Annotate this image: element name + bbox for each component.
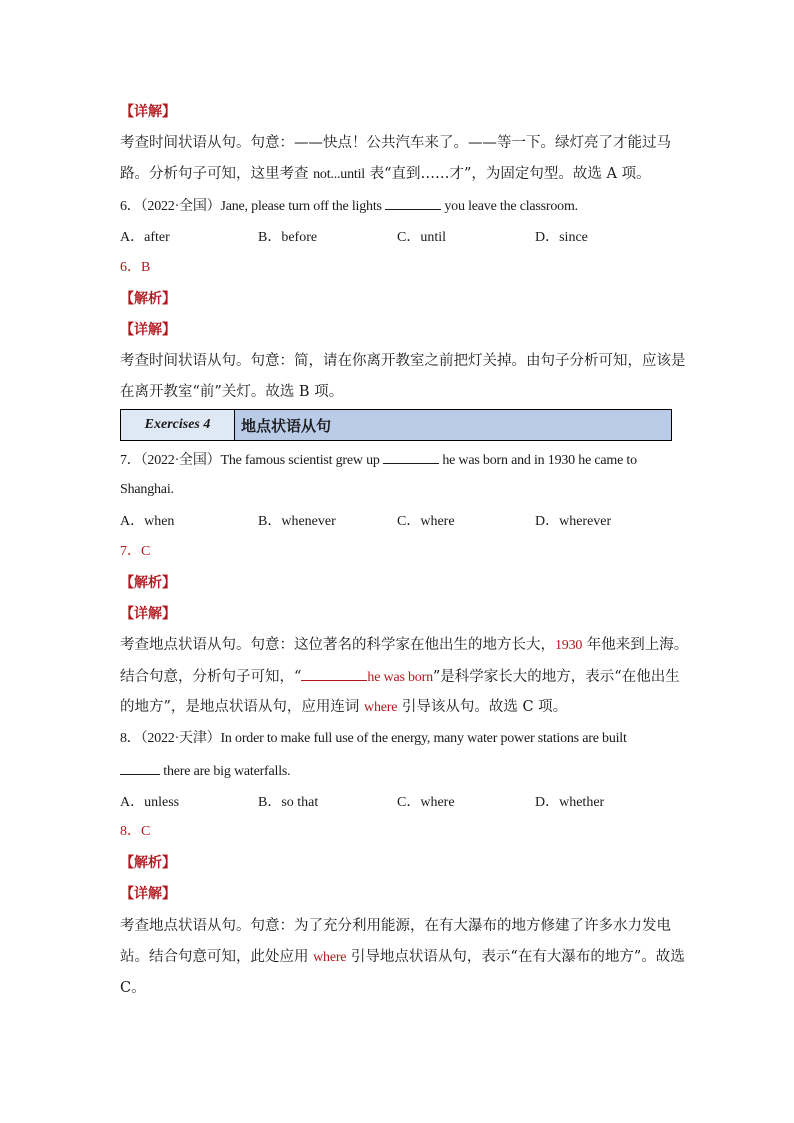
- question-6-stem: 6．（2022·全国）Jane, please turn off the lights you leave the classroom.: [120, 195, 680, 217]
- answer-blank: [383, 449, 439, 464]
- option-d: D．whether: [535, 795, 605, 810]
- detail-text: 在离开教室“前”关灯。故选 B 项。: [120, 384, 344, 400]
- option-d: D．since: [535, 230, 588, 245]
- option-a: A．when: [120, 514, 175, 529]
- analysis-header: 【解析】: [120, 291, 176, 307]
- detail-header: 【详解】: [120, 104, 176, 120]
- answer-blank: [385, 195, 441, 210]
- question-7-options: [120, 510, 680, 530]
- answer-blank: [120, 760, 160, 775]
- answer-blank: [301, 666, 367, 681]
- answer-label: 7．C: [120, 544, 151, 559]
- option-c: C．until: [397, 230, 447, 245]
- question-8-stem: 8．（2022·天津）In order to make full use of the energy, many water power stations are built: [120, 731, 627, 746]
- detail-text: 考查时间状语从句。句意：——快点！公共汽车来了。——等一下。绿灯亮了才能过马: [120, 135, 671, 151]
- detail-text: 考查地点状语从句。句意：这位著名的科学家在他出生的地方长大，1930 年他来到上海。: [120, 637, 689, 653]
- question-8-options: [120, 791, 680, 811]
- detail-text: 路。分析句子可知，这里考查 not...until 表“直到……才”，为固定句型。故选 A 项。: [120, 166, 651, 182]
- detail-text: C。: [120, 980, 146, 996]
- question-8-stem-cont: there are big waterfalls.: [120, 760, 680, 782]
- option-a: A．after: [120, 230, 170, 245]
- detail-text: 考查地点状语从句。句意：为了充分利用能源，在有大瀑布的地方修建了许多水力发电: [120, 918, 671, 934]
- option-c: C．where: [397, 514, 455, 529]
- detail-text: 结合句意，分析句子可知，“ he was born”是科学家长大的地方，表示“在他出生: [120, 666, 680, 688]
- detail-text: 考查时间状语从句。句意：简，请在你离开教室之前把灯关掉。由句子分析可知，应该是: [120, 353, 686, 369]
- section-title: 地点状语从句: [241, 416, 332, 435]
- detail-header: 【详解】: [120, 886, 176, 902]
- option-c: C．where: [397, 795, 455, 810]
- option-b: B．before: [258, 230, 318, 245]
- analysis-header: 【解析】: [120, 575, 176, 591]
- section-header-bar: [120, 409, 672, 441]
- detail-header: 【详解】: [120, 606, 176, 622]
- detail-header: 【详解】: [120, 322, 176, 338]
- question-7-stem-cont: Shanghai.: [120, 482, 174, 497]
- answer-label: 6．B: [120, 260, 151, 275]
- detail-text: 的地方”，是地点状语从句，应用连词 where 引导该从句。故选 C 项。: [120, 699, 568, 715]
- question-7-stem: 7．（2022·全国）The famous scientist grew up he was born and in 1930 he came to: [120, 449, 680, 471]
- analysis-header: 【解析】: [120, 855, 176, 871]
- option-b: B．whenever: [258, 514, 336, 529]
- option-b: B．so that: [258, 795, 319, 810]
- question-6-options: [120, 226, 680, 246]
- option-d: D．wherever: [535, 514, 612, 529]
- detail-text: 站。结合句意可知，此处应用 where 引导地点状语从句，表示“在有大瀑布的地方”。故选: [120, 949, 685, 965]
- answer-label: 8．C: [120, 824, 151, 839]
- option-a: A．unless: [120, 795, 180, 810]
- section-label: Exercises 4: [121, 410, 235, 440]
